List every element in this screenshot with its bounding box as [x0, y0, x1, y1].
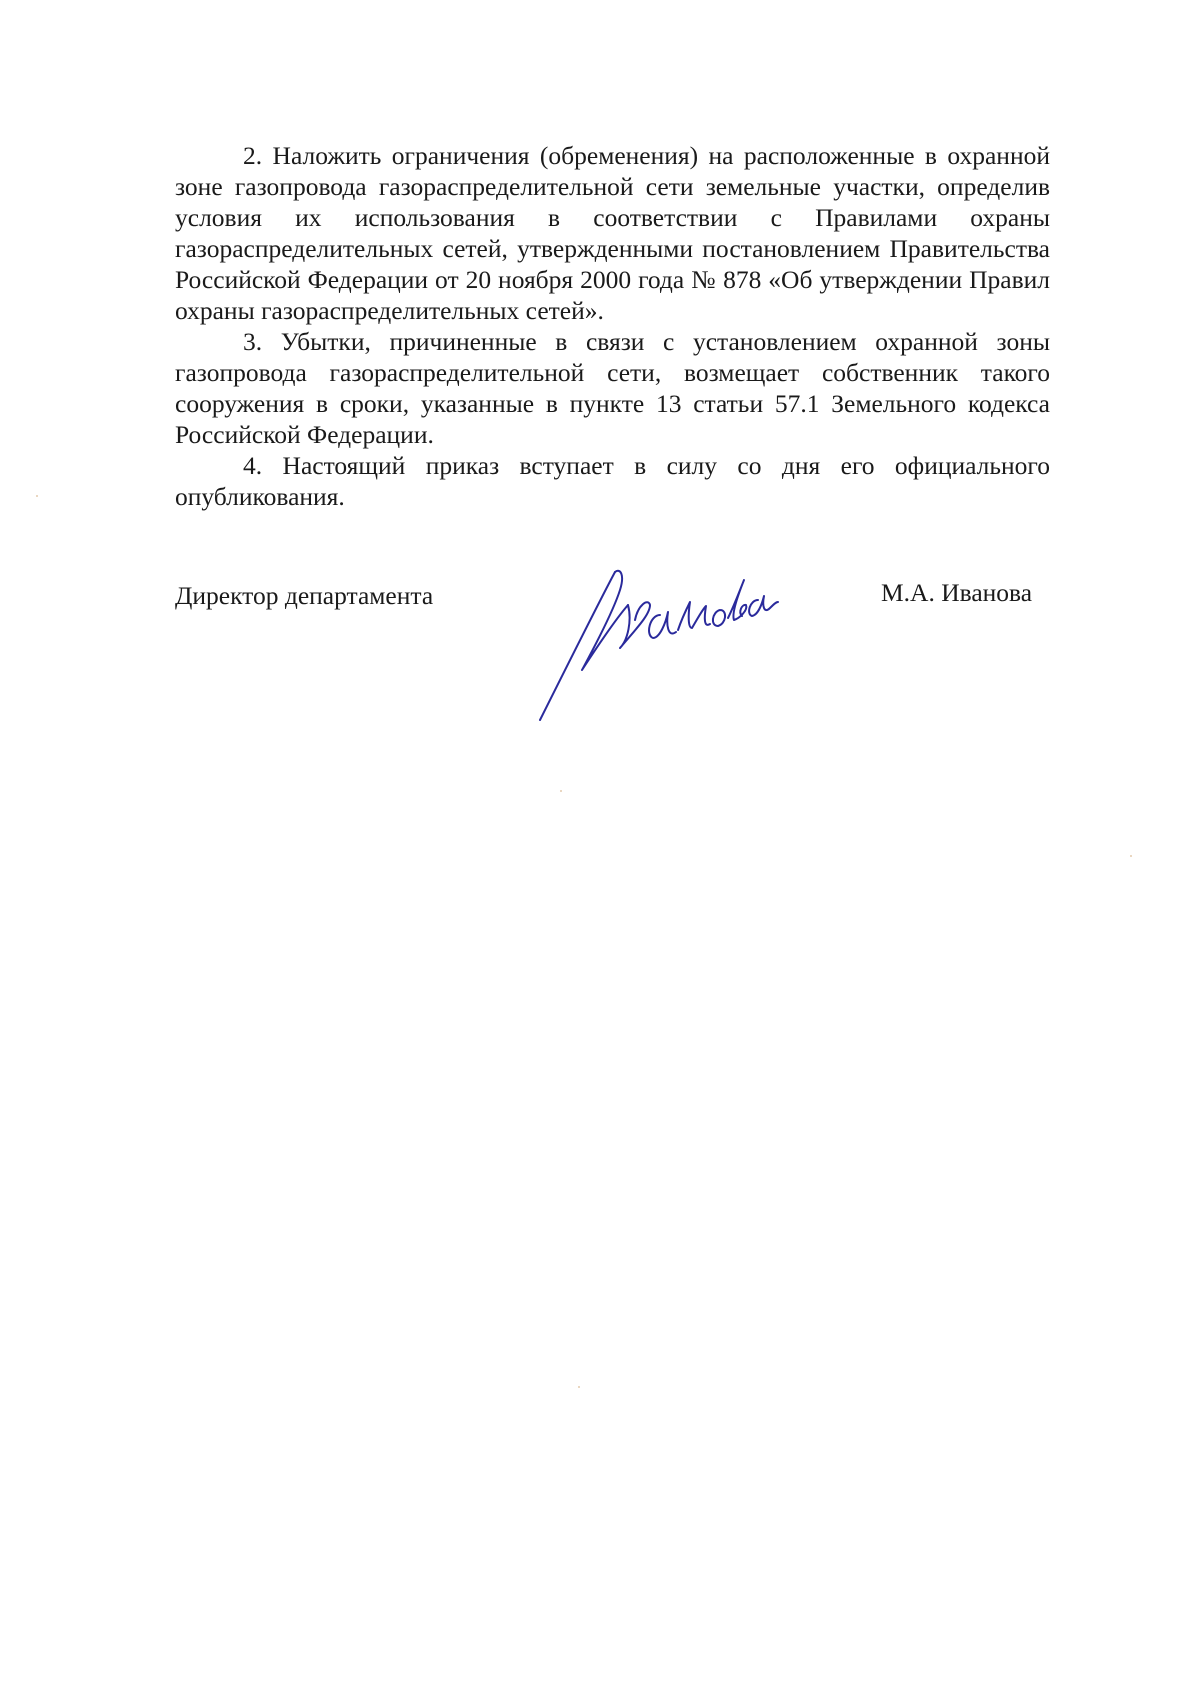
scan-speck [560, 790, 562, 792]
paragraph-4: 4. Настоящий приказ вступает в силу со дня его официального опубликования. [175, 451, 1050, 511]
signature-block [175, 560, 1050, 740]
handwritten-signature [520, 560, 780, 725]
scan-speck [578, 1386, 580, 1388]
document-body [175, 140, 1050, 512]
paragraph-3: 3. Убытки, причиненные в связи с установлением охранной зоны газопровода газораспределительной сети, возмещает собственник такого сооружения в сроки, указанные в пункте 13 статьи 57.1 Земельного кодекса Российской Федерации. [175, 327, 1050, 449]
scan-speck [36, 495, 38, 497]
paragraph-2: 2. Наложить ограничения (обременения) на расположенные в охранной зоне газопровода газораспределительной сети земельные участки, определив условия их использования в соответствии с Правилами охраны газораспределительных сетей, утвержденными постановлением Правительства Российской Федерации от 20 ноября 2000 года № 878 «Об утверждении Правил охраны газораспределительных сетей». [175, 141, 1050, 325]
scan-speck [1130, 855, 1132, 857]
signatory-name: М.А. Иванова [881, 578, 1033, 607]
signatory-position: Директор департамента [175, 581, 434, 610]
